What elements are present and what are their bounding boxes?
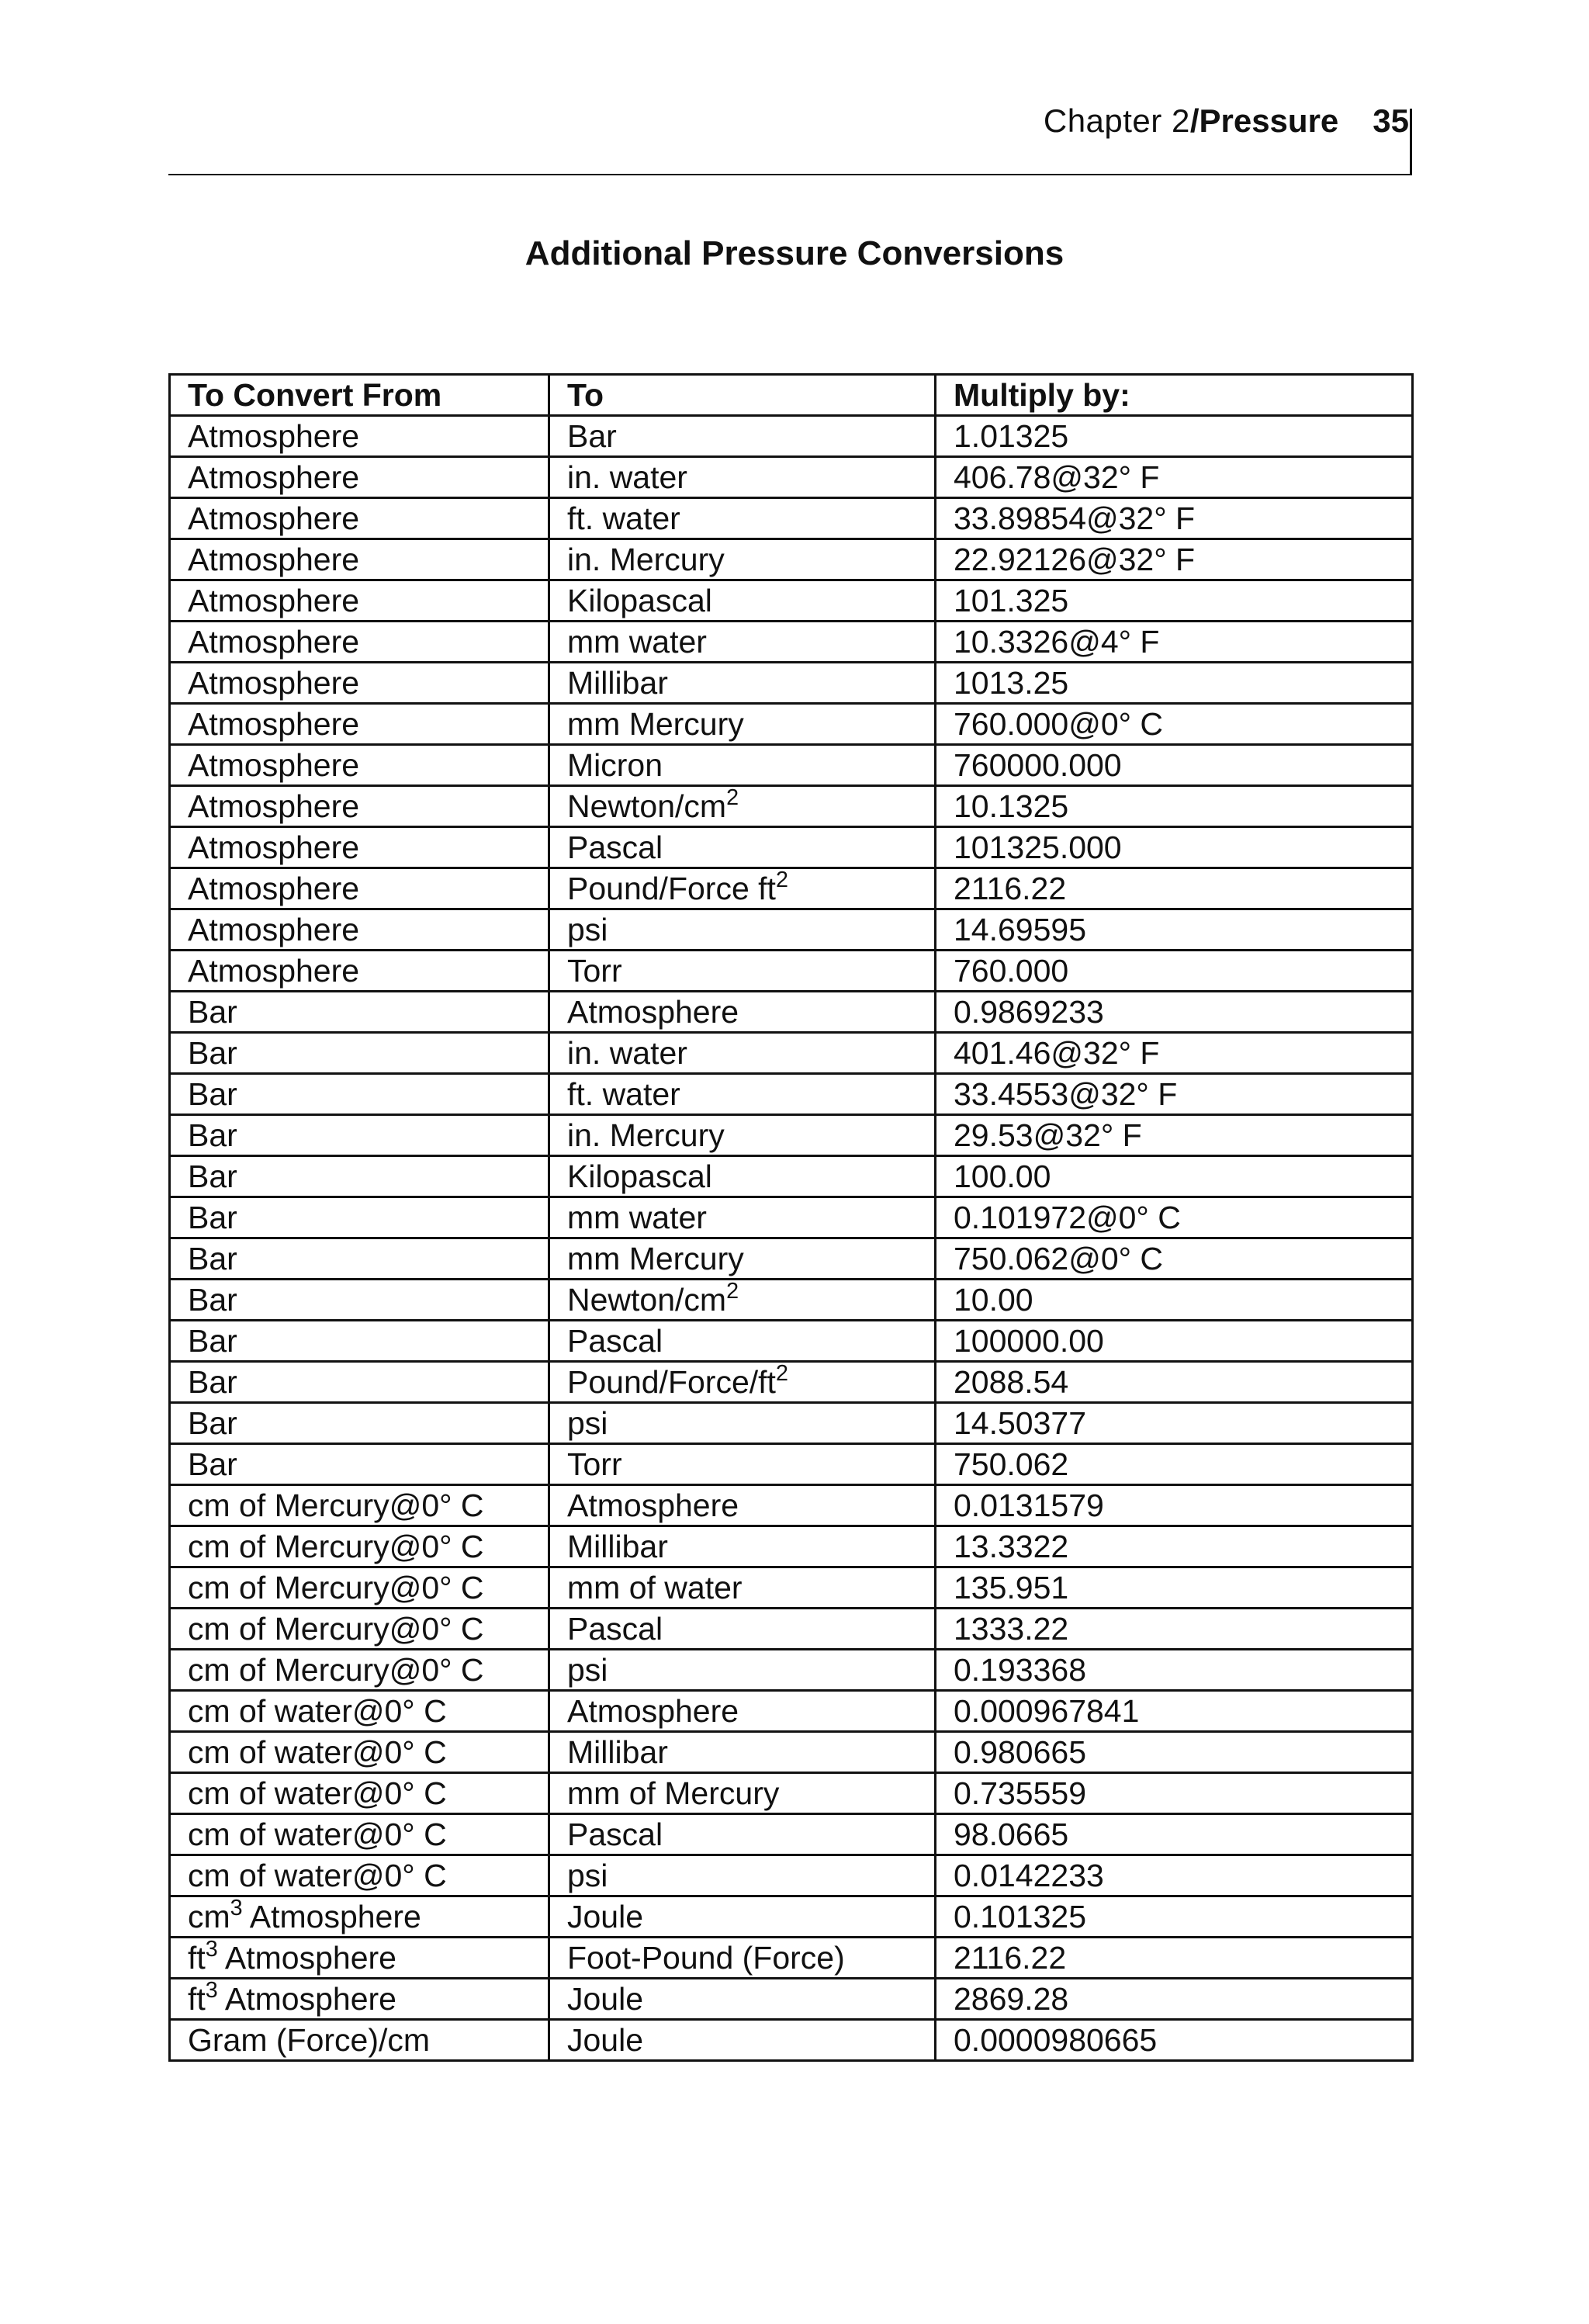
- table-row: [170, 1896, 1413, 1938]
- cell-to: [549, 1814, 936, 1855]
- cell-convert-from: [170, 1609, 549, 1650]
- cell-convert-from: [170, 1238, 549, 1280]
- cell-to: [549, 1938, 936, 1979]
- unit-name: mm water: [567, 624, 707, 660]
- unit-name: Atmosphere: [188, 747, 360, 783]
- chapter-label: Chapter 2: [1043, 102, 1190, 139]
- cell-convert-from: [170, 1362, 549, 1403]
- unit-name: Pascal: [567, 830, 663, 865]
- unit-name: Atmosphere: [567, 1488, 739, 1523]
- cell-multiply-by: 1.01325: [936, 416, 1413, 457]
- unit-name: in. water: [567, 1035, 687, 1071]
- cell-to: [549, 1979, 936, 2020]
- unit-name: psi: [567, 912, 608, 947]
- cell-multiply-by: 1013.25: [936, 663, 1413, 704]
- cell-multiply-by: 98.0665: [936, 1814, 1413, 1855]
- cell-to: [549, 1650, 936, 1691]
- cell-convert-from: [170, 539, 549, 580]
- cell-convert-from: [170, 951, 549, 992]
- unit-name: psi: [567, 1652, 608, 1688]
- cell-multiply-by: 750.062: [936, 1444, 1413, 1485]
- cell-to: [549, 1444, 936, 1485]
- table-row: [170, 992, 1413, 1033]
- unit-name: Atmosphere: [188, 665, 360, 701]
- header-rule: [168, 174, 1411, 175]
- table-row: [170, 1691, 1413, 1732]
- cell-multiply-by: 22.92126@32° F: [936, 539, 1413, 580]
- table-row: [170, 1526, 1413, 1567]
- cell-convert-from: [170, 1485, 549, 1526]
- exponent: 2: [726, 785, 739, 811]
- cell-convert-from: [170, 992, 549, 1033]
- cell-to: [549, 416, 936, 457]
- cell-to: [549, 498, 936, 539]
- table-row: [170, 1362, 1413, 1403]
- unit-name: cm of water@0° C: [188, 1858, 447, 1893]
- cell-multiply-by: 10.00: [936, 1280, 1413, 1321]
- cell-convert-from: [170, 1650, 549, 1691]
- cell-convert-from: [170, 745, 549, 786]
- table-row: [170, 951, 1413, 992]
- unit-name: Bar: [188, 1405, 237, 1441]
- unit-name: cm of Mercury@0° C: [188, 1488, 484, 1523]
- exponent: 3: [230, 1896, 243, 1921]
- table-row: [170, 498, 1413, 539]
- cell-multiply-by: 101325.000: [936, 827, 1413, 868]
- unit-name: Atmosphere: [188, 542, 360, 577]
- cell-to: [549, 1485, 936, 1526]
- unit-name: Bar: [188, 1241, 237, 1276]
- unit-name: Atmosphere: [188, 788, 360, 824]
- exponent: 2: [775, 868, 788, 893]
- unit-name: Atmosphere: [188, 912, 360, 947]
- cell-convert-from: [170, 868, 549, 909]
- unit-name: Bar: [188, 1159, 237, 1194]
- header-convert-from: To Convert From: [170, 375, 549, 416]
- cell-to: [549, 457, 936, 498]
- cell-multiply-by: 2869.28: [936, 1979, 1413, 2020]
- cell-to: [549, 951, 936, 992]
- cell-multiply-by: 10.1325: [936, 786, 1413, 827]
- table-row: [170, 622, 1413, 663]
- unit-name: Pascal: [567, 1323, 663, 1359]
- unit-name: cm of water@0° C: [188, 1734, 447, 1770]
- cell-multiply-by: 2088.54: [936, 1362, 1413, 1403]
- table-row: [170, 457, 1413, 498]
- unit-prefix: ft: [188, 1940, 206, 1976]
- cell-multiply-by: 0.0142233: [936, 1855, 1413, 1896]
- unit-name: Atmosphere: [188, 418, 360, 454]
- cell-to: [549, 539, 936, 580]
- exponent: 2: [775, 1361, 788, 1387]
- cell-multiply-by: 29.53@32° F: [936, 1115, 1413, 1156]
- running-head: [1044, 102, 1409, 140]
- table-row: [170, 1238, 1413, 1280]
- cell-convert-from: [170, 622, 549, 663]
- unit-name: cm of Mercury@0° C: [188, 1529, 484, 1564]
- table-row: [170, 663, 1413, 704]
- unit-name: mm of Mercury: [567, 1775, 780, 1811]
- cell-convert-from: [170, 457, 549, 498]
- unit-name: Torr: [567, 1446, 622, 1482]
- unit-name: Pound/Force/ft: [567, 1364, 776, 1400]
- cell-convert-from: [170, 1526, 549, 1567]
- unit-name: Atmosphere: [188, 830, 360, 865]
- table-row: [170, 786, 1413, 827]
- unit-name: Bar: [188, 1446, 237, 1482]
- cell-to: [549, 1773, 936, 1814]
- cell-multiply-by: 33.89854@32° F: [936, 498, 1413, 539]
- cell-to: [549, 1362, 936, 1403]
- unit-name: mm Mercury: [567, 1241, 744, 1276]
- cell-convert-from: [170, 663, 549, 704]
- cell-convert-from: [170, 827, 549, 868]
- cell-to: [549, 2020, 936, 2061]
- cell-multiply-by: 33.4553@32° F: [936, 1074, 1413, 1115]
- table-row: [170, 1567, 1413, 1609]
- table-row: [170, 909, 1413, 951]
- table-row: [170, 1979, 1413, 2020]
- exponent: 2: [726, 1279, 739, 1304]
- cell-convert-from: [170, 580, 549, 622]
- exponent: 3: [205, 1978, 218, 2004]
- table-row: [170, 1033, 1413, 1074]
- conversion-table: [168, 373, 1414, 2062]
- cell-convert-from: [170, 1321, 549, 1362]
- unit-name: Newton/cm: [567, 1282, 727, 1318]
- unit-name: Atmosphere: [188, 706, 360, 742]
- cell-convert-from: [170, 1280, 549, 1321]
- unit-name: Bar: [188, 1117, 237, 1153]
- cell-convert-from: [170, 416, 549, 457]
- unit-name: psi: [567, 1405, 608, 1441]
- cell-multiply-by: 13.3322: [936, 1526, 1413, 1567]
- unit-name: Kilopascal: [567, 583, 712, 618]
- unit-name: cm of Mercury@0° C: [188, 1570, 484, 1605]
- unit-name: Micron: [567, 747, 663, 783]
- unit-name: Bar: [188, 1200, 237, 1235]
- cell-convert-from: [170, 1979, 549, 2020]
- cell-multiply-by: 2116.22: [936, 1938, 1413, 1979]
- unit-name: Torr: [567, 953, 622, 989]
- cell-to: [549, 827, 936, 868]
- page-title: Additional Pressure Conversions: [524, 234, 1065, 272]
- unit-name: Pascal: [567, 1611, 663, 1647]
- cell-multiply-by: 0.101325: [936, 1896, 1413, 1938]
- unit-name: Atmosphere: [188, 459, 360, 495]
- unit-name: cm of Mercury@0° C: [188, 1652, 484, 1688]
- cell-multiply-by: 0.9869233: [936, 992, 1413, 1033]
- table-row: [170, 704, 1413, 745]
- cell-to: [549, 909, 936, 951]
- cell-convert-from: [170, 786, 549, 827]
- cell-convert-from: [170, 498, 549, 539]
- table-row: [170, 745, 1413, 786]
- table-row: [170, 539, 1413, 580]
- unit-name: Kilopascal: [567, 1159, 712, 1194]
- unit-name: mm Mercury: [567, 706, 744, 742]
- cell-to: [549, 1074, 936, 1115]
- unit-name: Millibar: [567, 665, 668, 701]
- cell-multiply-by: 100.00: [936, 1156, 1413, 1197]
- table-row: [170, 1156, 1413, 1197]
- unit-name: in. Mercury: [567, 1117, 725, 1153]
- table-row: [170, 1732, 1413, 1773]
- cell-convert-from: [170, 1115, 549, 1156]
- unit-name: ft. water: [567, 1076, 680, 1112]
- cell-to: [549, 663, 936, 704]
- unit-name: cm of water@0° C: [188, 1693, 447, 1729]
- cell-to: [549, 580, 936, 622]
- cell-to: [549, 1691, 936, 1732]
- cell-to: [549, 1033, 936, 1074]
- section-label: /Pressure: [1189, 102, 1339, 139]
- unit-name: Joule: [567, 1981, 644, 2017]
- cell-to: [549, 1609, 936, 1650]
- cell-to: [549, 1855, 936, 1896]
- cell-to: [549, 745, 936, 786]
- table-row: [170, 1321, 1413, 1362]
- cell-multiply-by: 101.325: [936, 580, 1413, 622]
- unit-name: Joule: [567, 1899, 644, 1934]
- cell-multiply-by: 0.0000980665: [936, 2020, 1413, 2061]
- table-row: [170, 868, 1413, 909]
- cell-multiply-by: 14.50377: [936, 1403, 1413, 1444]
- unit-name: mm water: [567, 1200, 707, 1235]
- unit-name: psi: [567, 1858, 608, 1893]
- table-row: [170, 1938, 1413, 1979]
- cell-convert-from: [170, 1732, 549, 1773]
- unit-name: Bar: [188, 994, 237, 1030]
- cell-convert-from: [170, 1567, 549, 1609]
- cell-multiply-by: 0.735559: [936, 1773, 1413, 1814]
- unit-name: Millibar: [567, 1734, 668, 1770]
- cell-to: [549, 1321, 936, 1362]
- cell-to: [549, 1896, 936, 1938]
- cell-to: [549, 1403, 936, 1444]
- table-row: [170, 827, 1413, 868]
- exponent: 3: [205, 1937, 218, 1962]
- cell-multiply-by: 760.000@0° C: [936, 704, 1413, 745]
- unit-name: cm of Mercury@0° C: [188, 1611, 484, 1647]
- cell-multiply-by: 401.46@32° F: [936, 1033, 1413, 1074]
- cell-convert-from: [170, 2020, 549, 2061]
- cell-to: [549, 1115, 936, 1156]
- table-row: [170, 1485, 1413, 1526]
- unit-name: Atmosphere: [188, 583, 360, 618]
- cell-convert-from: [170, 1156, 549, 1197]
- unit-prefix: ft: [188, 1981, 206, 2017]
- cell-multiply-by: 2116.22: [936, 868, 1413, 909]
- table-row: [170, 1403, 1413, 1444]
- cell-multiply-by: 135.951: [936, 1567, 1413, 1609]
- unit-name: Atmosphere: [217, 1940, 396, 1976]
- unit-name: Foot-Pound (Force): [567, 1940, 845, 1976]
- unit-name: Bar: [188, 1323, 237, 1359]
- table-row: [170, 1773, 1413, 1814]
- table-row: [170, 416, 1413, 457]
- unit-name: in. Mercury: [567, 542, 725, 577]
- cell-to: [549, 1732, 936, 1773]
- unit-name: Bar: [188, 1035, 237, 1071]
- unit-name: Gram (Force)/cm: [188, 2022, 431, 2058]
- page-number: 35: [1373, 102, 1409, 139]
- table-row: [170, 1444, 1413, 1485]
- cell-multiply-by: 1333.22: [936, 1609, 1413, 1650]
- unit-name: cm of water@0° C: [188, 1817, 447, 1852]
- cell-multiply-by: 0.193368: [936, 1650, 1413, 1691]
- cell-to: [549, 1567, 936, 1609]
- header-to: To: [549, 375, 936, 416]
- unit-prefix: cm: [188, 1899, 230, 1934]
- cell-convert-from: [170, 1855, 549, 1896]
- cell-multiply-by: 0.0131579: [936, 1485, 1413, 1526]
- unit-name: Joule: [567, 2022, 644, 2058]
- cell-multiply-by: 406.78@32° F: [936, 457, 1413, 498]
- unit-name: Pascal: [567, 1817, 663, 1852]
- unit-name: Atmosphere: [217, 1981, 396, 2017]
- cell-multiply-by: 0.000967841: [936, 1691, 1413, 1732]
- cell-convert-from: [170, 1033, 549, 1074]
- unit-name: Newton/cm: [567, 788, 727, 824]
- cell-to: [549, 786, 936, 827]
- table-row: [170, 1280, 1413, 1321]
- unit-name: Atmosphere: [567, 994, 739, 1030]
- cell-to: [549, 1280, 936, 1321]
- unit-name: mm of water: [567, 1570, 743, 1605]
- table-header-row: [170, 375, 1413, 416]
- table-body: [170, 416, 1413, 2061]
- header-rule-vertical: [1410, 109, 1412, 175]
- cell-convert-from: [170, 1814, 549, 1855]
- cell-convert-from: [170, 1074, 549, 1115]
- cell-convert-from: [170, 1773, 549, 1814]
- unit-name: Bar: [188, 1364, 237, 1400]
- table-row: [170, 1814, 1413, 1855]
- unit-name: ft. water: [567, 500, 680, 536]
- cell-multiply-by: 760000.000: [936, 745, 1413, 786]
- cell-to: [549, 1156, 936, 1197]
- cell-multiply-by: 750.062@0° C: [936, 1238, 1413, 1280]
- table-row: [170, 1115, 1413, 1156]
- table-row: [170, 580, 1413, 622]
- unit-name: Bar: [567, 418, 617, 454]
- unit-name: Atmosphere: [188, 500, 360, 536]
- cell-convert-from: [170, 909, 549, 951]
- cell-multiply-by: 14.69595: [936, 909, 1413, 951]
- cell-to: [549, 1197, 936, 1238]
- unit-name: Atmosphere: [188, 871, 360, 906]
- cell-multiply-by: 760.000: [936, 951, 1413, 992]
- cell-convert-from: [170, 1197, 549, 1238]
- cell-multiply-by: 0.101972@0° C: [936, 1197, 1413, 1238]
- cell-convert-from: [170, 1444, 549, 1485]
- unit-name: cm of water@0° C: [188, 1775, 447, 1811]
- cell-multiply-by: 0.980665: [936, 1732, 1413, 1773]
- unit-name: Bar: [188, 1282, 237, 1318]
- table-row: [170, 1197, 1413, 1238]
- table-row: [170, 2020, 1413, 2061]
- cell-convert-from: [170, 1403, 549, 1444]
- unit-name: Atmosphere: [567, 1693, 739, 1729]
- table-row: [170, 1609, 1413, 1650]
- cell-convert-from: [170, 704, 549, 745]
- unit-name: Atmosphere: [242, 1899, 421, 1934]
- cell-to: [549, 622, 936, 663]
- cell-multiply-by: 10.3326@4° F: [936, 622, 1413, 663]
- cell-to: [549, 868, 936, 909]
- unit-name: in. water: [567, 459, 687, 495]
- cell-convert-from: [170, 1896, 549, 1938]
- table-row: [170, 1650, 1413, 1691]
- table-row: [170, 1074, 1413, 1115]
- cell-to: [549, 1526, 936, 1567]
- cell-convert-from: [170, 1691, 549, 1732]
- header-multiply-by: Multiply by:: [936, 375, 1413, 416]
- cell-to: [549, 992, 936, 1033]
- cell-multiply-by: 100000.00: [936, 1321, 1413, 1362]
- cell-to: [549, 704, 936, 745]
- unit-name: Atmosphere: [188, 953, 360, 989]
- unit-name: Millibar: [567, 1529, 668, 1564]
- unit-name: Bar: [188, 1076, 237, 1112]
- cell-convert-from: [170, 1938, 549, 1979]
- cell-to: [549, 1238, 936, 1280]
- unit-name: Pound/Force ft: [567, 871, 776, 906]
- unit-name: Atmosphere: [188, 624, 360, 660]
- table-row: [170, 1855, 1413, 1896]
